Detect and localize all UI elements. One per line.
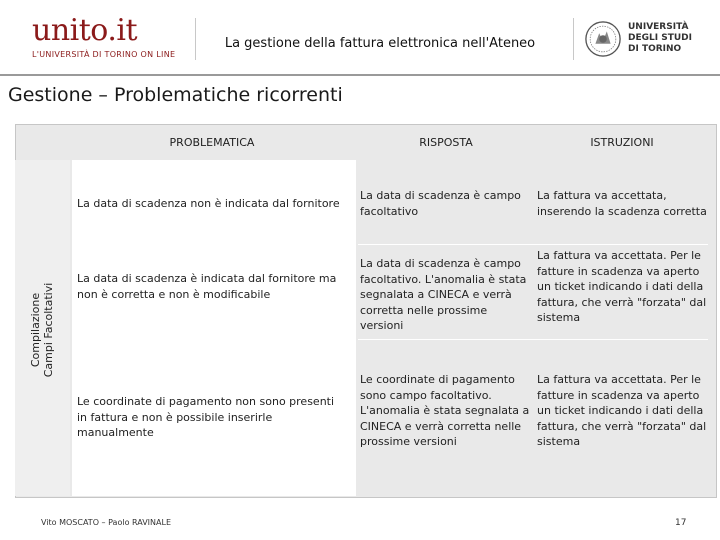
slide-title: Gestione – Problematiche ricorrenti [8, 84, 343, 106]
header-divider [195, 18, 196, 60]
problem-cell: La data di scadenza non è indicata dal fornitore [77, 197, 340, 210]
university-name-line: DI TORINO [628, 44, 682, 54]
header-divider [573, 18, 574, 60]
university-name [628, 22, 692, 55]
problem-cell: Le coordinate di pagamento non sono presenti in fattura e non è possibile inserirle manualmente [77, 395, 335, 439]
unito-logo-subtext: L'UNIVERSITÀ DI TORINO ON LINE [32, 50, 176, 59]
column-header-risposta: RISPOSTA [419, 136, 473, 149]
problem-cell: La data di scadenza è indicata dal fornitore ma non è corretta e non è modificabile [77, 272, 337, 301]
column-header-istruzioni: ISTRUZIONI [590, 136, 654, 149]
unito-logo [28, 14, 178, 64]
response-cell: La data di scadenza è campo facoltativo. L'anomalia è stata segnalata a CINECA e verrà corretta nelle prossime versioni [360, 257, 527, 332]
column-header-problematica: PROBLEMATICA [169, 136, 255, 149]
row-group-label-line: Compilazione [29, 292, 42, 368]
slide-header [0, 0, 720, 72]
response-cell: Le coordinate di pagamento sono campo facoltativo. L'anomalia è stata segnalata a CINECA e verrà corretta nelle prossime versioni [360, 373, 530, 448]
instruction-cell: La fattura va accettata, inserendo la scadenza corretta [537, 189, 707, 218]
university-seal-icon [584, 20, 622, 58]
footer-author: Vito MOSCATO – Paolo RAVINALE [41, 518, 171, 527]
response-cell: La data di scadenza è campo facoltativo [360, 189, 521, 218]
page-number: 17 [675, 518, 687, 528]
row-separator [358, 244, 708, 245]
row-separator [358, 339, 708, 340]
row-group-label-line: Campi Facoltativi [42, 282, 55, 378]
row-group-label [29, 260, 55, 400]
header-rule [0, 74, 720, 76]
instruction-cell: La fattura va accettata. Per le fatture in scadenza va aperto un ticket indicando i dati della fattura, che verrà "forzata" dal sistema [537, 373, 707, 448]
university-name-line: DEGLI STUDI [628, 33, 692, 43]
header-title: La gestione della fattura elettronica nell'Ateneo [224, 36, 536, 51]
unito-logo-wordmark: unito.it [32, 13, 138, 48]
instruction-cell: La fattura va accettata. Per le fatture in scadenza va aperto un ticket indicando i dati della fattura, che verrà "forzata" dal sistema [537, 249, 707, 324]
university-name-line: UNIVERSITÀ [628, 22, 689, 32]
